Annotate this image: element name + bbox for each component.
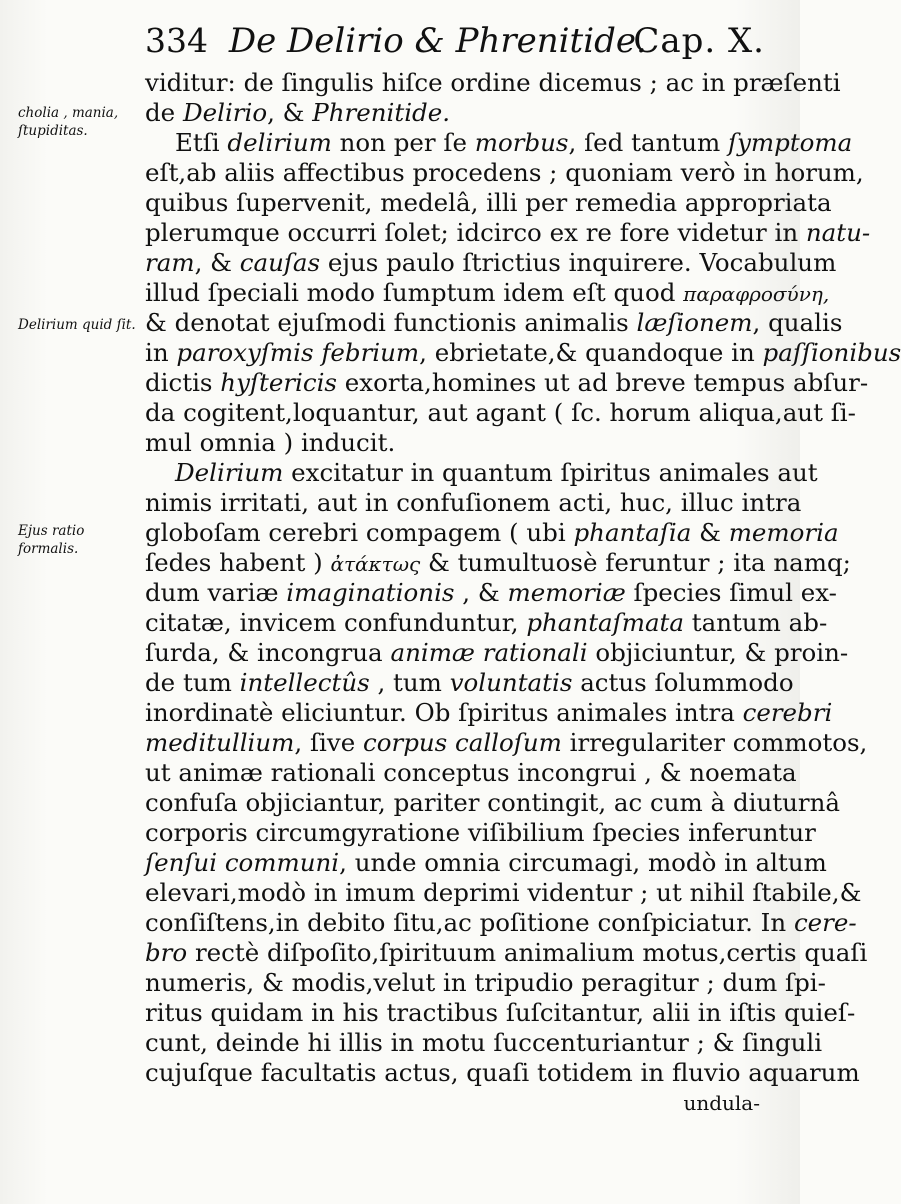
text-segment: paſſionibus xyxy=(762,338,901,367)
text-line xyxy=(145,278,830,308)
text-segment: animæ rationali xyxy=(390,638,588,667)
text-segment: corporis circumgyratione viſibilium ſpecies inferuntur xyxy=(145,818,816,847)
text-line xyxy=(145,608,828,638)
text-segment: viditur: de ſingulis hiſce ordine dicemus ; ac in præſenti xyxy=(145,68,841,97)
text-segment: , & xyxy=(194,248,240,277)
chapter-label: Cap. X. xyxy=(633,21,765,61)
text-segment: Delirio xyxy=(182,98,268,127)
text-segment: de xyxy=(145,98,183,127)
text-segment: Delirium xyxy=(175,458,284,487)
text-line xyxy=(145,758,797,788)
text-line xyxy=(145,188,832,218)
text-segment: ſedes habent ) xyxy=(145,548,331,577)
text-segment: bro xyxy=(145,938,188,967)
text-line xyxy=(145,818,816,848)
text-segment: quibus ſupervenit, medelâ, illi per remedia appropriata xyxy=(145,188,832,217)
text-segment: eſt,ab aliis affectibus procedens ; quoniam verò in horum, xyxy=(145,158,864,187)
text-segment: cunt, deinde hi illis in motu ſuccenturiantur ; & ſinguli xyxy=(145,1028,823,1057)
text-line xyxy=(145,548,851,578)
text-segment: , ſive xyxy=(294,728,364,757)
text-segment: memoria xyxy=(728,518,839,547)
text-line xyxy=(145,908,857,938)
text-line xyxy=(145,668,794,698)
text-line xyxy=(145,998,856,1028)
text-line xyxy=(145,1058,860,1088)
text-segment: elevari,modò in imum deprimi videntur ; ut nihil ſtabile,& xyxy=(145,878,862,907)
text-segment: voluntatis xyxy=(449,668,573,697)
text-segment: & xyxy=(691,518,729,547)
text-segment: cerebri xyxy=(742,698,833,727)
text-line xyxy=(145,128,853,158)
text-segment: morbus xyxy=(474,128,569,157)
page-number: 334 xyxy=(145,21,208,60)
text-segment: natu- xyxy=(805,218,871,247)
text-segment: actus ſolummodo xyxy=(572,668,794,697)
text-line xyxy=(145,338,901,368)
text-segment: hyſtericis xyxy=(220,368,338,397)
text-segment: phantaſia xyxy=(573,518,692,547)
margin-note-ratio-formalis: Ejus ratio formalis. xyxy=(18,523,85,557)
text-line xyxy=(145,728,868,758)
text-line xyxy=(145,158,864,188)
text-segment: da cogitent,loquantur, aut agant ( ſc. horum aliqua,aut ſi- xyxy=(145,398,856,427)
text-segment: confuſa objiciantur, pariter contingit, ac cum à diuturnâ xyxy=(145,788,840,817)
text-segment: , unde omnia circumagi, modò in altum xyxy=(339,848,827,877)
text-segment: intellectûs xyxy=(239,668,370,697)
text-line xyxy=(145,578,837,608)
text-line xyxy=(145,1028,823,1058)
text-segment: , & xyxy=(454,578,508,607)
text-line xyxy=(145,698,833,728)
body-text xyxy=(145,68,901,1118)
text-line xyxy=(145,308,843,338)
text-line xyxy=(145,848,827,878)
text-segment: læſionem xyxy=(636,308,753,337)
text-segment: inordinatè eliciuntur. Ob ſpiritus animales intra xyxy=(145,698,743,727)
text-segment: dum variæ xyxy=(145,578,287,607)
text-line xyxy=(145,968,826,998)
text-line xyxy=(145,68,841,98)
text-segment: illud ſpeciali modo ſumptum idem eſt quod xyxy=(145,278,684,307)
text-segment: in xyxy=(145,338,177,367)
running-header xyxy=(145,18,765,64)
text-segment: corpus calloſum xyxy=(363,728,562,757)
text-segment: non per ſe xyxy=(331,128,475,157)
text-segment: irregulariter commotos, xyxy=(561,728,868,757)
text-segment: ſurda, & incongrua xyxy=(145,638,391,667)
text-segment: plerumque occurri ſolet; idcirco ex re fore videtur in xyxy=(145,218,806,247)
text-line xyxy=(145,398,856,428)
text-segment: ἀτάκτως xyxy=(330,552,421,576)
text-segment: dictis xyxy=(145,368,221,397)
text-segment: ſpecies ſimul ex- xyxy=(625,578,837,607)
text-segment: ejus paulo ſtrictius inquirere. Vocabulum xyxy=(320,248,837,277)
text-segment: & tumultuosè feruntur ; ita namq; xyxy=(420,548,851,577)
text-segment: paroxyſmis febrium xyxy=(176,338,420,367)
text-segment: & denotat ejuſmodi functionis animalis xyxy=(145,308,637,337)
text-segment: phantaſmata xyxy=(526,608,685,637)
text-line xyxy=(145,428,760,458)
text-line xyxy=(145,638,849,668)
text-line xyxy=(145,878,862,908)
text-line xyxy=(145,788,840,818)
margin-note-melancholia: cholia , mania, ſtupiditas. xyxy=(18,105,119,139)
text-segment: globoſam cerebri compagem ( ubi xyxy=(145,518,574,547)
text-segment: Phrenitide. xyxy=(312,98,451,127)
text-segment: tantum ab- xyxy=(684,608,828,637)
text-line xyxy=(145,518,839,548)
text-segment: mul omnia ) inducit. xyxy=(145,428,396,457)
text-segment: de tum xyxy=(145,668,240,697)
text-segment: , qualis xyxy=(752,308,843,337)
text-segment: παραφροσύνη, xyxy=(683,282,830,306)
text-line xyxy=(145,248,837,278)
text-segment: cere- xyxy=(793,908,857,937)
text-segment: rectè diſpoſito,ſpirituum animalium motus,certis quaſi xyxy=(187,938,868,967)
text-segment: , tum xyxy=(369,668,450,697)
text-segment: nimis irritati, aut in confuſionem acti, huc, illuc intra xyxy=(145,488,802,517)
text-segment: ritus quidam in his tractibus ſuſcitantur, alii in iſtis quieſ- xyxy=(145,998,856,1027)
text-segment: , ſed tantum xyxy=(568,128,728,157)
text-segment: conſiſtens,in debito ſitu,ac poſitione conſpiciatur. In xyxy=(145,908,794,937)
text-segment: Etſi xyxy=(175,128,228,157)
text-segment: cauſas xyxy=(239,248,321,277)
text-segment: citatæ, invicem confunduntur, xyxy=(145,608,527,637)
text-segment: memoriæ xyxy=(507,578,626,607)
text-segment: ut animæ rationali conceptus incongrui , & noemata xyxy=(145,758,797,787)
text-segment: , ebrietate,& quandoque in xyxy=(419,338,763,367)
text-segment: objiciuntur, & proin- xyxy=(587,638,849,667)
running-title: De Delirio & Phrenitide. xyxy=(228,21,647,61)
text-segment: delirium xyxy=(227,128,332,157)
text-line xyxy=(145,488,802,518)
text-line xyxy=(145,98,760,128)
text-segment: exorta,homines ut ad breve tempus abſur- xyxy=(337,368,869,397)
text-segment: imaginationis xyxy=(286,578,455,607)
text-segment: cujuſque facultatis actus, quaſi totidem in fluvio aquarum xyxy=(145,1058,860,1087)
text-segment: ram xyxy=(145,248,195,277)
text-line xyxy=(145,218,871,248)
margin-note-delirium-quid-sit: Delirium quid ſit. xyxy=(18,317,136,333)
text-segment: , & xyxy=(267,98,313,127)
text-segment: ſenſui communi xyxy=(145,848,340,877)
text-line xyxy=(145,458,818,488)
text-segment: ſymptoma xyxy=(728,128,853,157)
text-segment: numeris, & modis,velut in tripudio peragitur ; dum ſpi- xyxy=(145,968,826,997)
text-line xyxy=(145,368,869,398)
text-segment: meditullium xyxy=(145,728,295,757)
catchword: undula- xyxy=(683,1091,760,1115)
text-segment: excitatur in quantum ſpiritus animales aut xyxy=(283,458,818,487)
text-line xyxy=(145,938,868,968)
